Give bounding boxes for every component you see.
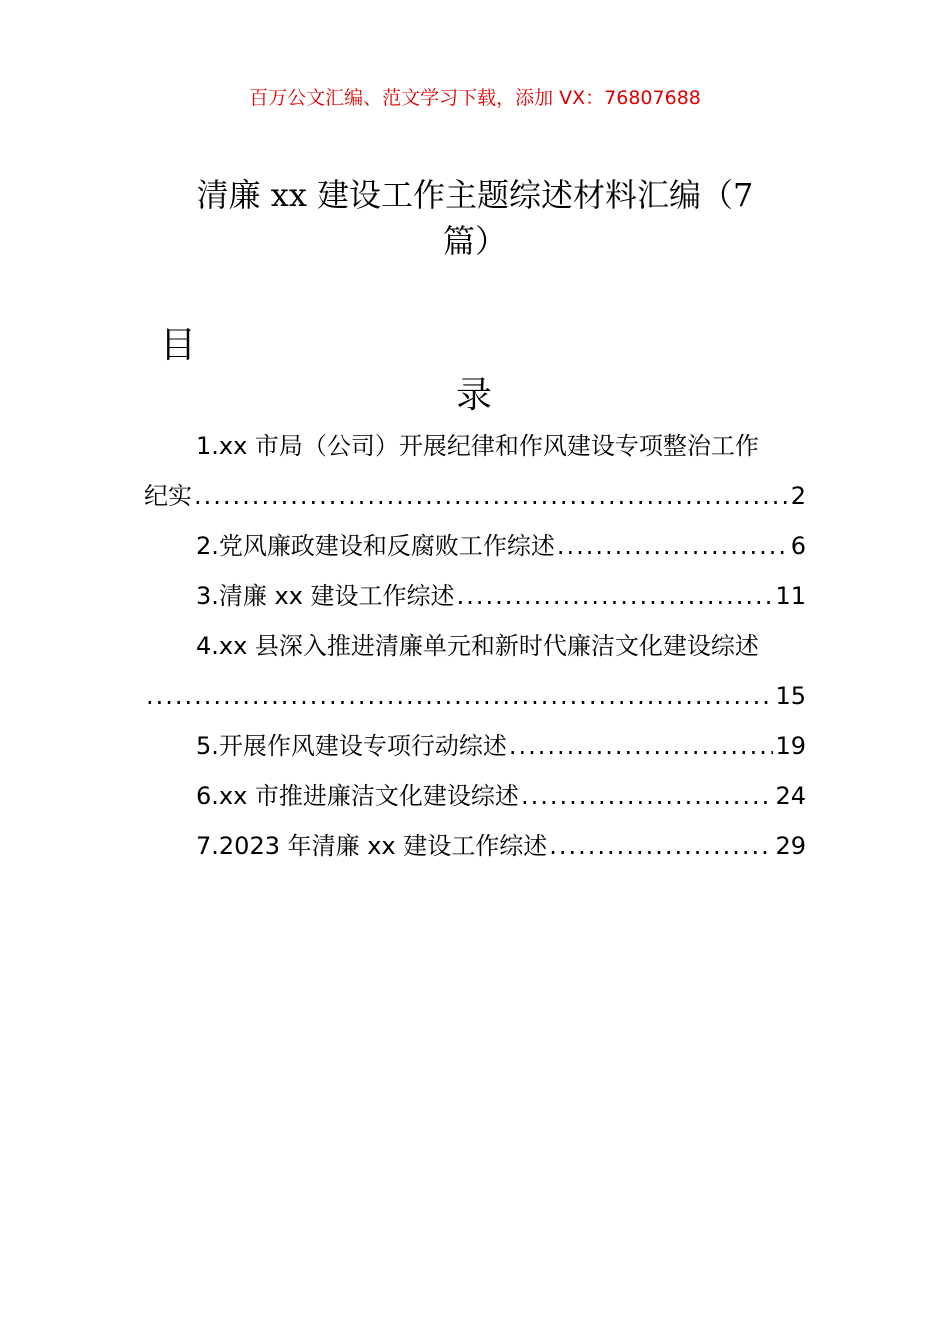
header-note: 百万公文汇编、范文学习下载，添加 VX：76807688 — [249, 87, 701, 109]
toc-entry-title: 6.xx 市推进廉洁文化建设综述 — [196, 782, 519, 810]
toc-entry-2[interactable] — [144, 521, 806, 571]
dot-leader — [457, 571, 774, 621]
toc-entry-title: 1.xx 市局（公司）开展纪律和作风建设专项整治工作 — [196, 432, 759, 460]
dot-leader — [146, 671, 773, 721]
toc-page-number: 2 — [790, 482, 806, 510]
dot-leader — [509, 721, 774, 771]
toc-page-number: 11 — [775, 582, 806, 610]
toc-entry-title: 2.党风廉政建设和反腐败工作综述 — [196, 532, 555, 560]
dot-leader — [521, 771, 774, 821]
toc-page-number: 24 — [775, 782, 806, 810]
toc-entry-6[interactable] — [144, 771, 806, 821]
document-title — [160, 172, 790, 264]
toc-page-number: 19 — [775, 732, 806, 760]
dot-leader — [194, 471, 789, 521]
toc-entry-3[interactable] — [144, 571, 806, 621]
toc-entry-title: 3.清廉 xx 建设工作综述 — [196, 582, 455, 610]
document-title-line-2: 篇） — [442, 222, 507, 260]
toc-page-number: 29 — [775, 832, 806, 860]
toc-entry-title: 7.2023 年清廉 xx 建设工作综述 — [196, 832, 548, 860]
toc-entry-5[interactable] — [144, 721, 806, 771]
toc-page-number: 6 — [790, 532, 806, 560]
document-title-line-1: 清廉 xx 建设工作主题综述材料汇编（7 — [196, 176, 754, 214]
toc-entry-title: 4.xx 县深入推进清廉单元和新时代廉洁文化建设综述 — [196, 632, 759, 660]
dot-leader — [557, 521, 789, 571]
dot-leader — [549, 821, 773, 871]
toc-heading-part-1: 目 — [160, 325, 197, 366]
toc-entry-4[interactable] — [144, 621, 806, 721]
toc-page-number: 15 — [775, 682, 806, 710]
toc-entry-1[interactable] — [144, 421, 806, 521]
toc-entry-title-continued: 纪实 — [144, 482, 192, 510]
toc-entry-7[interactable] — [144, 821, 806, 871]
table-of-contents — [144, 421, 806, 871]
toc-entry-title: 5.开展作风建设专项行动综述 — [196, 732, 507, 760]
toc-heading-part-2: 录 — [456, 375, 493, 416]
